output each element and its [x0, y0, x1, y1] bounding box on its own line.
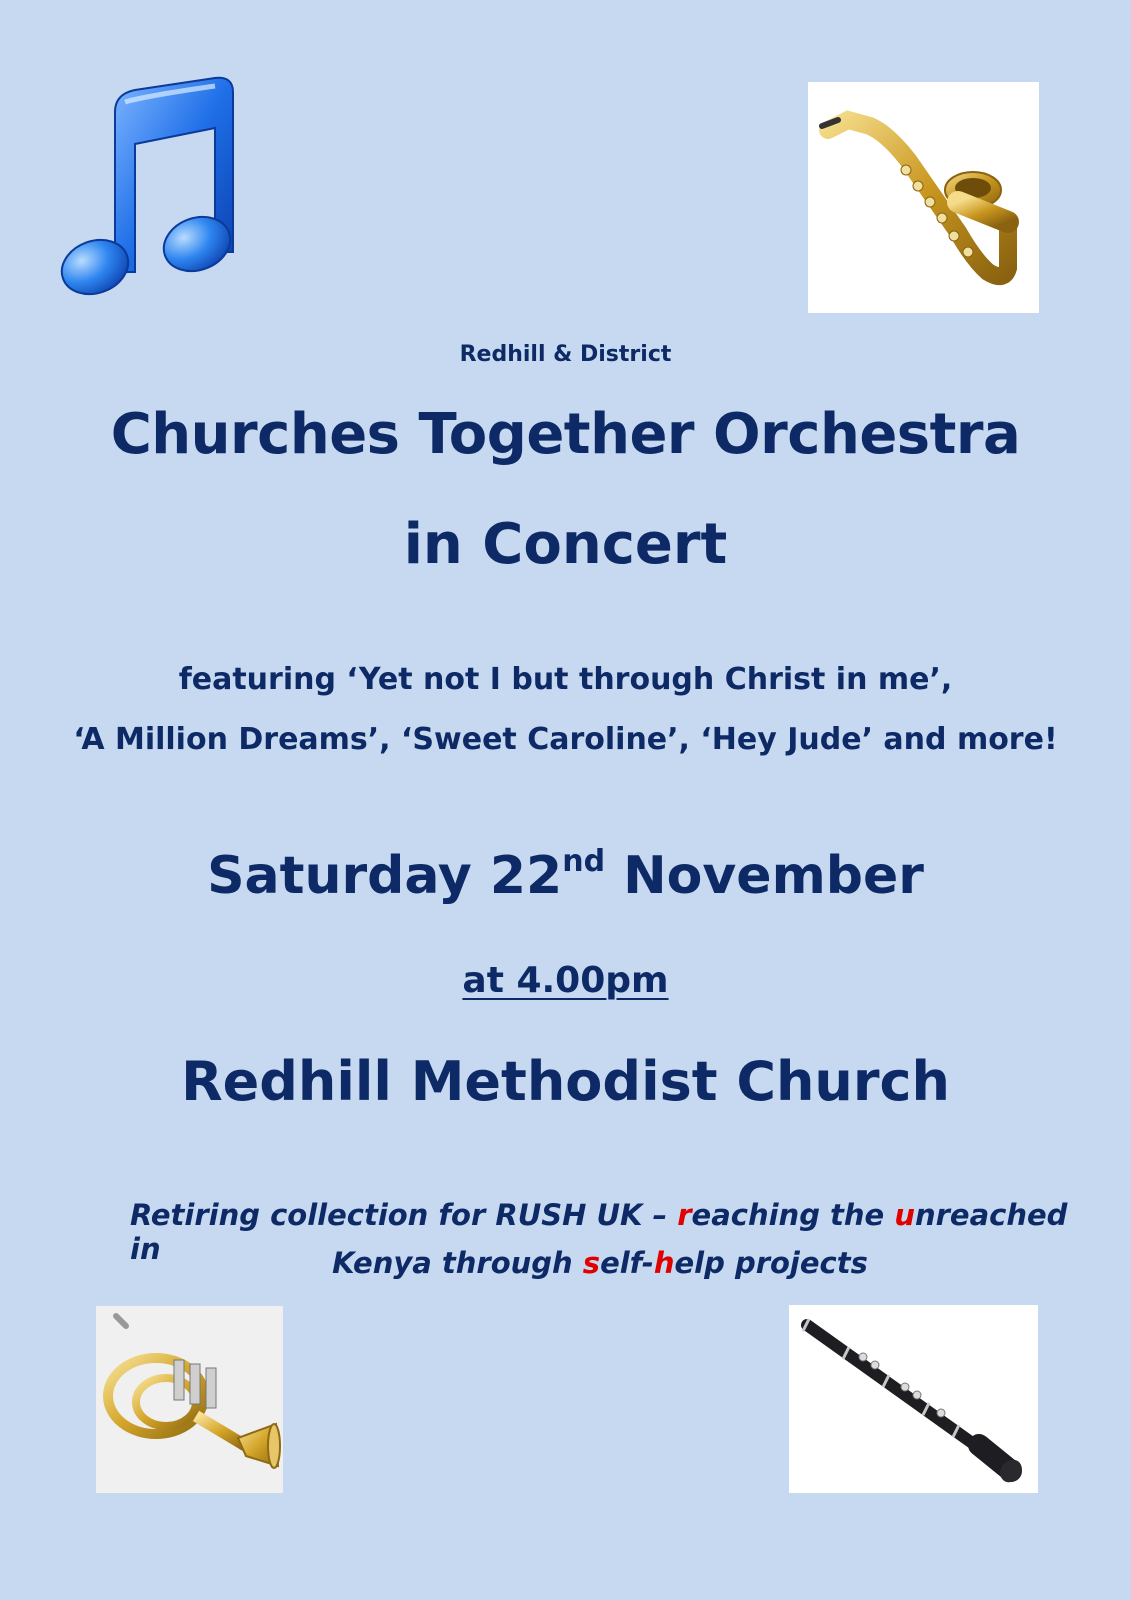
collection-line-2: [0, 1246, 1131, 1280]
collection-highlight: r: [677, 1198, 692, 1232]
featuring-line-1: featuring ‘Yet not I but through Christ in me’,: [178, 662, 953, 697]
collection-text: eaching the: [691, 1198, 895, 1232]
collection-text: nreached in: [130, 1198, 1068, 1266]
event-day-suffix: nd: [562, 843, 606, 879]
cornet-image: [96, 1306, 283, 1493]
collection-text: elp projects: [674, 1246, 868, 1280]
clarinet-image: [789, 1305, 1038, 1493]
event-time: at 4.00pm: [462, 960, 669, 1001]
saxophone-image: [808, 82, 1039, 313]
concert-title: Churches Together Orchestra: [110, 402, 1021, 467]
clarinet-icon: [789, 1305, 1038, 1493]
event-date: [0, 843, 1131, 906]
event-day: Saturday 22: [207, 846, 563, 906]
cornet-icon: [96, 1306, 283, 1493]
event-month: November: [605, 846, 924, 906]
collection-text: elf-: [600, 1246, 654, 1280]
event-venue: Redhill Methodist Church: [181, 1050, 950, 1113]
concert-subtitle: in Concert: [403, 512, 728, 577]
music-note-icon: [55, 72, 245, 302]
collection-highlight: s: [582, 1246, 601, 1280]
collection-highlight: h: [653, 1246, 675, 1280]
organisation-name: Redhill & District: [459, 342, 672, 367]
collection-text: Kenya through: [332, 1246, 583, 1280]
saxophone-icon: [808, 82, 1039, 313]
featuring-line-2: ‘A Million Dreams’, ‘Sweet Caroline’, ‘Hey Jude’ and more!: [73, 722, 1058, 757]
collection-text: Retiring collection for RUSH UK –: [130, 1198, 678, 1232]
collection-highlight: u: [894, 1198, 915, 1232]
